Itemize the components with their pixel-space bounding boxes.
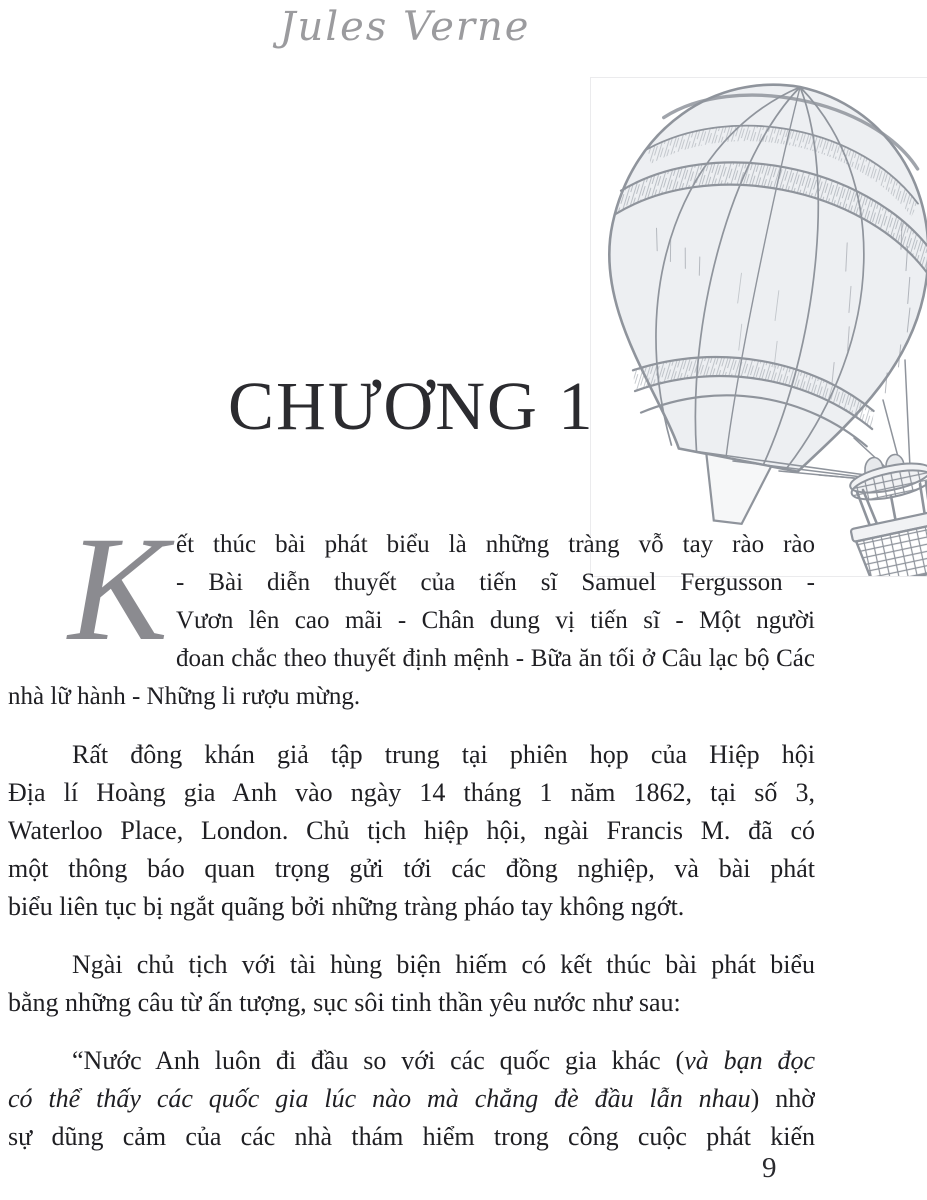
text-line: biểu liên tục bị ngắt quãng bởi những tràng pháo tay không ngớt.	[8, 892, 685, 921]
text-line: nhà lữ hành - Những li rượu mừng.	[8, 683, 361, 710]
text-line: - Bài diễn thuyết của tiến sĩ Samuel Fergusson -	[176, 569, 815, 596]
hot-air-balloon-illustration	[590, 77, 927, 577]
page-number: 9	[762, 1152, 777, 1184]
text-block	[8, 506, 815, 1156]
text-line: sự dũng cảm của các nhà thám hiểm trong công cuộc phát kiến	[8, 1122, 815, 1151]
text-line: Ngài chủ tịch với tài hùng biện hiếm có kết thúc bài phát biểu	[72, 950, 815, 979]
text-line: “Nước Anh luôn đi đầu so với các quốc gia khác (và bạn đọc	[72, 1046, 815, 1075]
text-line: Waterloo Place, London. Chủ tịch hiệp hội, ngài Francis M. đã có	[8, 816, 815, 845]
text-line: bằng những câu từ ấn tượng, sục sôi tinh thần yêu nước như sau:	[8, 988, 681, 1017]
author-header: Jules Verne	[279, 4, 531, 50]
text-line: Rất đông khán giả tập trung tại phiên họp của Hiệp hội	[72, 740, 815, 769]
paragraph	[8, 506, 815, 716]
text-line: Vươn lên cao mãi - Chân dung vị tiến sĩ - Một người	[176, 607, 815, 634]
chapter-title: CHƯƠNG 1	[228, 368, 595, 444]
paragraph	[8, 946, 815, 1022]
hot-air-balloon-icon	[591, 78, 927, 577]
text-line: Địa lí Hoàng gia Anh vào ngày 14 tháng 1 năm 1862, tại số 3,	[8, 778, 815, 807]
text-line: ết thúc bài phát biểu là những tràng vỗ tay rào rào	[176, 531, 815, 558]
paragraph	[8, 736, 815, 926]
text-line: có thể thấy các quốc gia lúc nào mà chẳng đè đầu lẫn nhau) nhờ	[8, 1084, 815, 1113]
text-line: một thông báo quan trọng gửi tới các đồng nghiệp, và bài phát	[8, 854, 815, 883]
paragraph	[8, 1042, 815, 1156]
text-line: đoan chắc theo thuyết định mệnh - Bữa ăn tối ở Câu lạc bộ Các	[176, 645, 815, 672]
drop-cap: K	[68, 506, 169, 672]
